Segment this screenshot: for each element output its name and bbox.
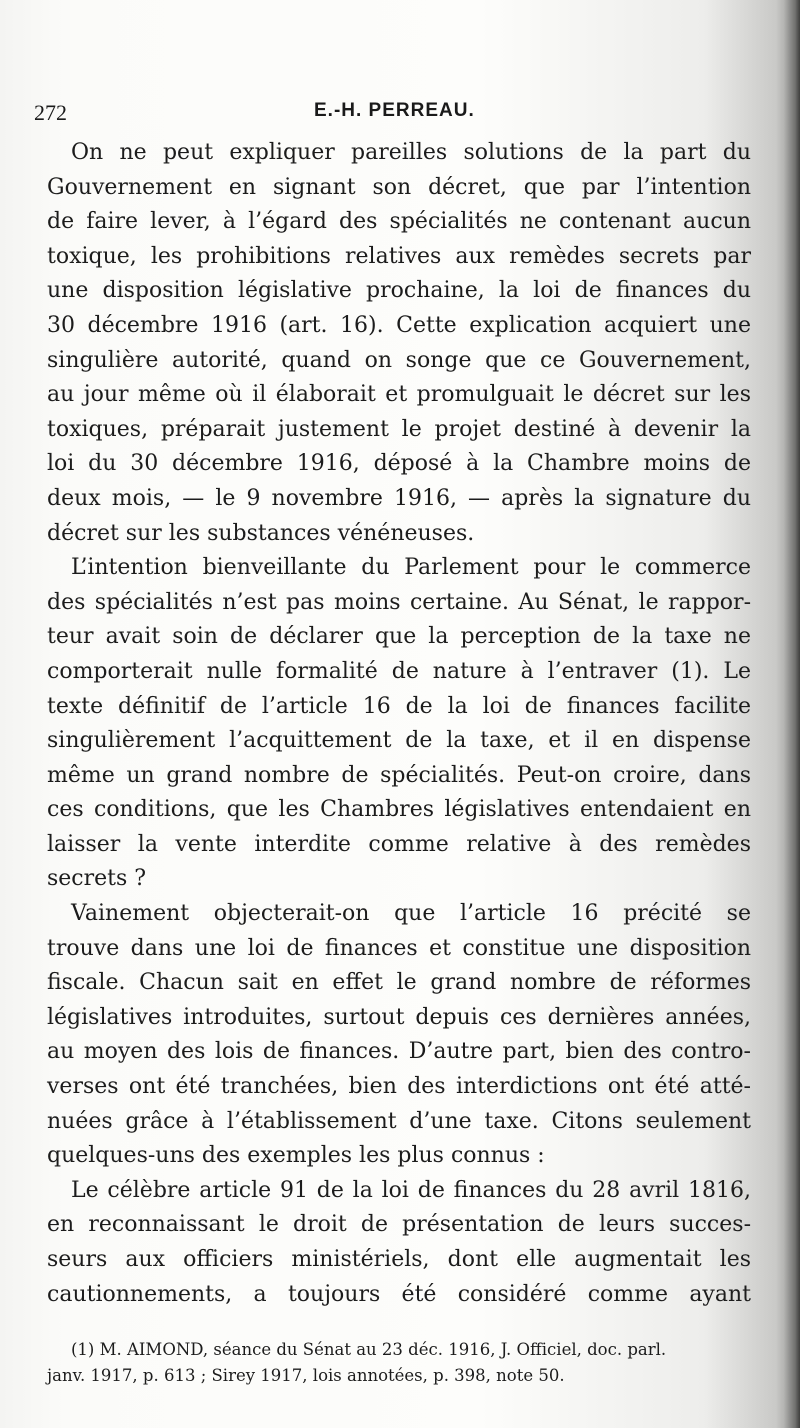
footnote-line: (1) M. AIMOND, séance du Sénat au 23 déc. 1916, J. Officiel, doc. parl.	[71, 1340, 667, 1359]
text-line: quelques-uns des exemples les plus connus :	[47, 1143, 545, 1169]
text-line: laisser la vente interdite comme relative à des remèdes	[47, 831, 751, 857]
header-author: E.-H. PERREAU.	[314, 100, 475, 121]
text-line: en reconnaissant le droit de présentation de leurs succes-	[47, 1212, 751, 1238]
text-line: législatives introduites, surtout depuis ces dernières années,	[47, 1004, 751, 1030]
text-line: comporterait nulle formalité de nature à l’entraver (1). Le	[47, 658, 751, 684]
text-line: nuées grâce à l’établissement d’une taxe. Citons seulement	[47, 1108, 751, 1134]
text-line: verses ont été tranchées, bien des interdictions ont été atté-	[47, 1074, 751, 1100]
text-line: Le célèbre article 91 de la loi de finances du 28 avril 1816,	[71, 1177, 751, 1203]
text-line: On ne peut expliquer pareilles solutions de la part du	[71, 140, 751, 165]
body-text	[47, 136, 751, 1312]
text-line: secrets ?	[47, 866, 147, 892]
text-line: L’intention bienveillante du Parlement pour le commerce	[71, 555, 751, 581]
text-line: des spécialités n’est pas moins certaine. Au Sénat, le rappor-	[47, 589, 751, 615]
text-line: singulière autorité, quand on songe que ce Gouvernement,	[47, 347, 751, 373]
text-line: trouve dans une loi de finances et constitue une disposition	[47, 935, 751, 961]
text-line: deux mois, — le 9 novembre 1916, — après la signature du	[47, 485, 751, 511]
page-edge-shadow	[784, 0, 800, 1428]
footnotes	[47, 1337, 751, 1389]
text-line: même un grand nombre de spécialités. Peut-on croire, dans	[47, 762, 751, 788]
text-line: de faire lever, à l’égard des spécialités ne contenant aucun	[47, 209, 751, 235]
text-line: fiscale. Chacun sait en effet le grand nombre de réformes	[47, 970, 751, 996]
text-line: seurs aux officiers ministériels, dont elle augmentait les	[47, 1247, 751, 1272]
text-line: teur avait soin de déclarer que la perception de la taxe ne	[47, 624, 751, 650]
text-line: Vainement objecterait-on que l’article 16 précité se	[71, 901, 751, 927]
text-line: ces conditions, que les Chambres législatives entendaient en	[47, 797, 751, 823]
text-line: au jour même où il élaborait et promulguait le décret sur les	[47, 382, 751, 408]
footnote-line: janv. 1917, p. 613 ; Sirey 1917, lois annotées, p. 398, note 50.	[47, 1366, 565, 1385]
text-line: une disposition législative prochaine, la loi de finances du	[47, 278, 751, 304]
text-line: texte définitif de l’article 16 de la loi de finances facilite	[47, 693, 751, 719]
text-line: toxique, les prohibitions relatives aux remèdes secrets par	[47, 243, 751, 269]
page-number: 272	[34, 100, 67, 125]
text-line: singulièrement l’acquittement de la taxe, et il en dispense	[47, 728, 751, 754]
text-line: Gouvernement en signant son décret, que par l’intention	[47, 174, 751, 200]
text-line: au moyen des lois de finances. D’autre part, bien des contro-	[47, 1039, 751, 1065]
running-head	[34, 98, 754, 128]
text-line: loi du 30 décembre 1916, déposé à la Chambre moins de	[47, 451, 751, 477]
text-line: toxiques, préparait justement le projet destiné à devenir la	[47, 416, 751, 442]
text-line: 30 décembre 1916 (art. 16). Cette explication acquiert une	[47, 312, 751, 338]
text-line: décret sur les substances vénéneuses.	[47, 520, 475, 546]
text-line: cautionnements, a toujours été considéré comme ayant	[47, 1281, 751, 1307]
